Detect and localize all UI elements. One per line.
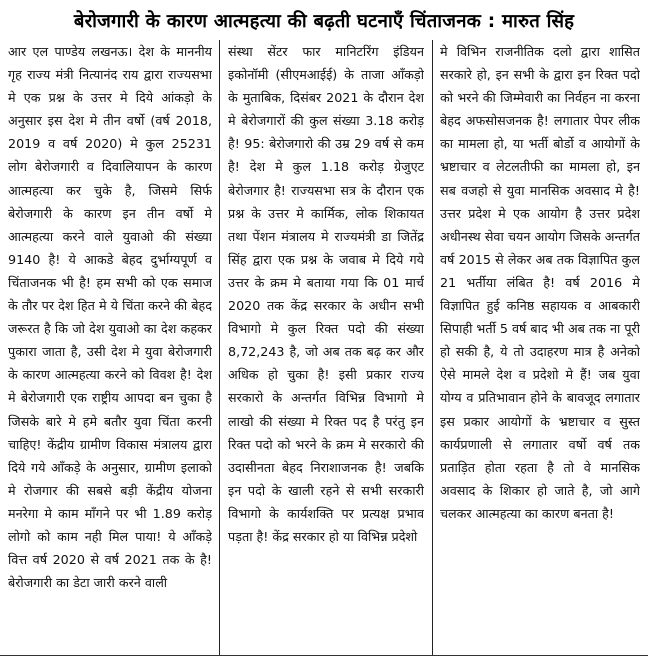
article-column-3 <box>440 40 640 667</box>
column-divider-1 <box>219 40 220 667</box>
column-divider-2 <box>432 40 433 667</box>
column-2-text: संस्था सेंटर फार मानिटरिंग इंडियन इकोनॉमी (सीएमआईई) के ताजा आँकड़ो के मुताबिक, दिसंबर 2021 के दौरान देश मे बेरोजगारों की कुल संख्या 3.18 करोड़ है! 95: बेरोजगारो की उम्र 29 वर्ष से कम है! देश मे कुल 1.18 करोड़ ग्रेजुएट बेरोजगार है! राज्यसभा सत्र के दौरान एक प्रश्न के उत्तर मे कार्मिक, लोक शिकायत तथा पेंशन मंत्रालय मे राज्यमंत्री डा जितेंद्र सिंह द्वारा एक प्रश्न के जवाब मे दिये गये उत्तर के क्रम मे बताया गया कि 01 मार्च 2020 तक केंद्र सरकार के अधीन सभी विभागो मे कुल रिक्त पदो की संख्या 8,72,243 है, जो अब तक बढ़ कर और अधिक हो चुका है! इसी प्रकार राज्य सरकारो के अन्तर्गत विभिन्न विभागो मे लाखो की संख्या मे रिक्त पद है परंतु इन रिक्त पदो को भरने के क्रम मे सरकारो की उदासीनता बेहद निराशाजनक है! जबकि इन पदो के खाली रहने से सभी सरकारी विभागो के कार्यशक्ति पर प्रत्यक्ष प्रभाव पड़ता है! केंद्र सरकार हो या विभिन्न प्रदेशो <box>228 44 424 544</box>
column-1-text: आर एल पाण्डेय लखनऊ। देश के माननीय गृह राज्य मंत्री नित्यानंद राय द्वारा राज्यसभा मे एक प्रश्न के उत्तर मे दिये आंकड़ो के अनुसार इस देश मे तीन वर्षो (वर्ष 2018, 2019 व वर्ष 2020) मे कुल 25231 लोग बेरोजगारी व दिवालियापन के कारण आत्महत्या कर चुके है, जिसमे सिर्फ बेरोजगारी के कारण इन तीन वर्षो मे आत्महत्या करने वाले युवाओ की संख्या 9140 है! ये आकडे बेहद दुर्भाग्यपूर्ण व चिंताजनक भी है! हम सभी को एक समाज के तौर पर देश हित मे ये चिंता करने की बेहद जरूरत है कि जो देश युवाओ का देश कहकर पुकारा जाता है, उसी देश मे युवा बेरोजगारी के कारण आत्महत्या करने को विवश है! देश मे बेरोजगारी एक राष्ट्रीय आपदा बन चुका है जिसके बारे मे हमे बतौर युवा चिंता करनी चाहिए! केंद्रीय ग्रामीण विकास मंत्रालय द्वारा दिये गये आँकड़े के अनुसार, ग्रामीण इलाको मे रोजगार की सबसे बड़ी केंद्रीय योजना मनरेगा मे काम माँगने पर भी 1.89 करोड़ लोगो को काम नही मिल पाया! ये आँकड़े वित्त वर्ष 2020 से वर्ष 2021 तक के है! बेरोजगारी का डेटा जारी करने वाली <box>8 44 212 591</box>
article-column-1 <box>8 40 212 667</box>
column-3-text: मे विभिन राजनीतिक दलो द्वारा शासित सरकारे हो, इन सभी के द्वारा इन रिक्त पदो को भरने की जिम्मेवारी का निर्वहन ना करना बेहद अफसोसजनक है! लगातार पेपर लीक का मामला हो, या भर्ती बोर्डो व आयोगों के भ्रष्टाचार व लेटलतीफी का मामला हो, इन सब वजहो से युवा मानसिक अवसाद मे है! उत्तर प्रदेश मे एक आयोग है उत्तर प्रदेश अधीनस्थ सेवा चयन आयोग जिसके अन्तर्गत वर्ष 2015 से लेकर अब तक विज्ञापित कुल 21 भर्तीया लंबित है! वर्ष 2016 मे विज्ञापित हुई कनिष्ठ सहायक व आबकारी सिपाही भर्ती 5 वर्ष बाद भी अब तक ना पूरी हो सकी है, ये तो उदाहरण मात्र है अनेको ऐसे मामले देश व प्रदेशो मे हैं! जब युवा योग्य व प्रतिभावान होने के बावजूद लगातार इस प्रकार आयोगों के भ्रष्टाचार व सुस्त कार्यप्रणाली से लगातार वर्षो वर्ष तक प्रताड़ित होता रहता है तो वे मानसिक अवसाद के शिकार हो जाते है, जो आगे चलकर आत्महत्या का कारण बनता है! <box>440 44 640 521</box>
article-column-2 <box>228 40 424 667</box>
section-divider <box>0 655 648 668</box>
headline: बेरोजगारी के कारण आत्महत्या की बढ़ती घटनाएँ चिंताजनक : मारुत सिंह <box>73 10 575 32</box>
